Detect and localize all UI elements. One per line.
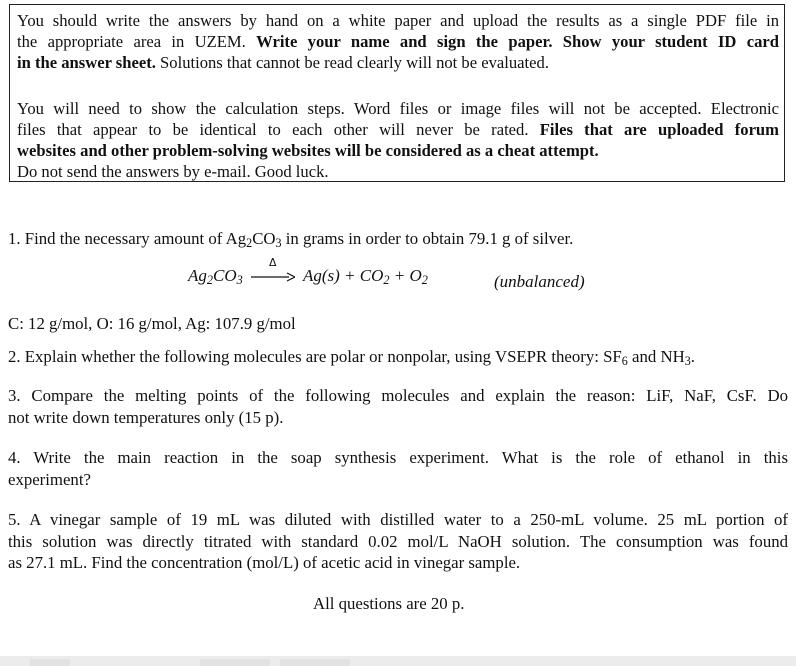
question-line: not write down temperatures only (15 p). [8, 407, 284, 427]
instructions-line: files that appear to be identical to each other will never be rated. Files that are uploaded forum [17, 120, 779, 139]
instructions-line: the appropriate area in UZEM. Write your name and sign the paper. Show your student ID card [17, 32, 779, 51]
instructions-box [9, 4, 785, 182]
heat-symbol: Δ [269, 256, 277, 270]
bottom-edge [0, 656, 796, 666]
instructions-line: Do not send the answers by e-mail. Good luck. [17, 162, 329, 181]
instructions-line: websites and other problem-solving websites will be considered as a cheat attempt. [17, 141, 599, 160]
molar-masses: C: 12 g/mol, O: 16 g/mol, Ag: 107.9 g/mol [8, 314, 296, 333]
question-line: 5. A vinegar sample of 19 mL was diluted with distilled water to a 250-mL volume. 25 mL portion of [8, 510, 788, 529]
question-line: this solution was directly titrated with standard 0.02 mol/L NaOH solution. The consumption was found [8, 531, 788, 551]
instructions-paragraph-1 [17, 10, 779, 73]
instructions-line: You will need to show the calculation steps. Word files or image files will not be accepted. Electronic [17, 99, 779, 118]
reaction-arrow-icon [251, 256, 295, 284]
question-4 [8, 447, 788, 490]
instructions-line: You should write the answers by hand on a white paper and upload the results as a single PDF file in [17, 11, 779, 30]
question-line: 3. Compare the melting points of the following molecules and explain the reason: LiF, NaF, CsF. Do [8, 386, 788, 405]
points-note: All questions are 20 p. [313, 594, 465, 613]
reaction-equation: $Ag_2CO_3$ Δ $Ag(s) + CO_2 + O_2$ [188, 256, 428, 288]
question-line: experiment? [8, 469, 91, 489]
question-1: 1. Find the necessary amount of $Ag_2CO_3$ in grams in order to obtain 79.1 g of silver. [8, 229, 574, 251]
question-3 [8, 385, 788, 428]
instructions-paragraph-2 [17, 98, 779, 182]
question-line: as 27.1 mL. Find the concentration (mol/L) of acetic acid in vinegar sample. [8, 553, 521, 572]
question-5 [8, 509, 788, 574]
instructions-line: in the answer sheet. Solutions that cannot be read clearly will not be evaluated. [17, 53, 549, 72]
question-2: 2. Explain whether the following molecules are polar or nonpolar, using VSEPR theory: $SF_6$ and $NH_3$. [8, 347, 695, 369]
question-line: 4. Write the main reaction in the soap synthesis experiment. What is the role of ethanol in this [8, 448, 788, 467]
unbalanced-note: (unbalanced) [494, 272, 585, 291]
